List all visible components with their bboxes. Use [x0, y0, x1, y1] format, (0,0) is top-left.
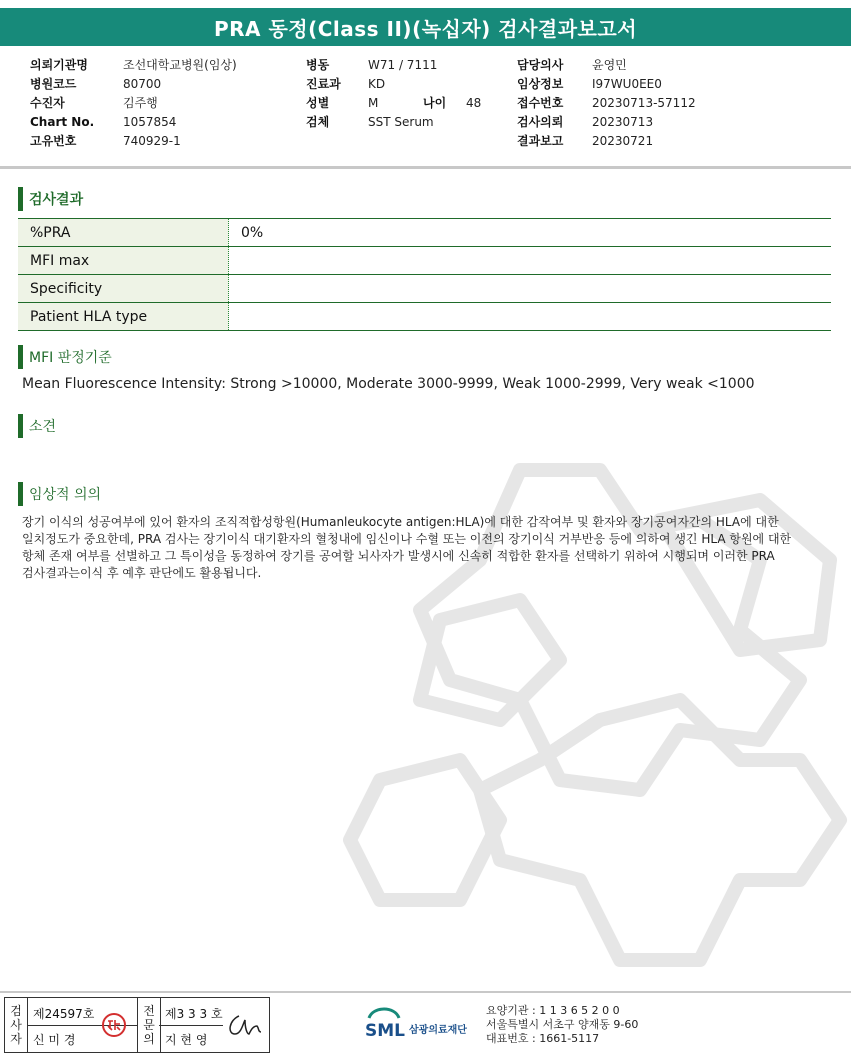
info-column-2 [306, 56, 506, 132]
section-title-opinion: 소견 [18, 414, 56, 438]
logo-subtext: 삼광의료재단 [409, 1025, 467, 1036]
result-value [229, 303, 832, 331]
specialist-label [137, 998, 161, 1052]
footer-line: 대표번호 : 1661-5117 [486, 1032, 600, 1045]
info-label: 병동 [306, 58, 330, 72]
info-value: 20230721 [592, 134, 654, 148]
text-line: 검사결과는이식 후 예후 판단에도 활용됩니다. [22, 566, 262, 580]
info-value: 1057854 [123, 115, 177, 129]
info-value: 20230713-57112 [592, 96, 696, 110]
tester-label-text: 검사자 [10, 1004, 22, 1046]
header-divider [0, 166, 851, 169]
info-row [517, 56, 717, 75]
table-row [18, 219, 831, 247]
info-label: 수진자 [30, 96, 65, 110]
info-value: I97WU0EE0 [592, 77, 662, 91]
info-row [30, 75, 280, 94]
info-row [306, 94, 506, 113]
info-value: KD [368, 77, 386, 91]
age-value: 48 [466, 96, 482, 110]
mfi-criteria-text: Mean Fluorescence Intensity: Strong >10000, Moderate 3000-9999, Weak 1000-2999, Very weak <1000 [22, 376, 755, 392]
logo-text: SML [365, 1021, 405, 1041]
info-column-1 [30, 56, 280, 151]
table-row [18, 275, 831, 303]
result-value [229, 247, 832, 275]
info-label: Chart No. [30, 115, 95, 129]
info-label: 검사의뢰 [517, 115, 564, 129]
signature-icon [225, 1010, 265, 1040]
info-row [306, 113, 506, 132]
info-row [306, 56, 506, 75]
info-label: 의뢰기관명 [30, 58, 88, 72]
table-row [18, 303, 831, 331]
cell-divider [159, 1025, 223, 1026]
info-row [517, 75, 717, 94]
table-row [18, 247, 831, 275]
info-label: 병원코드 [30, 77, 77, 91]
clinical-significance-text [22, 514, 822, 582]
info-row [517, 113, 717, 132]
info-value: 김주행 [123, 96, 158, 110]
result-key: MFI max [18, 247, 229, 275]
footer-divider [0, 991, 851, 993]
info-value: 윤영민 [592, 58, 627, 72]
info-label: 진료과 [306, 77, 341, 91]
info-value: 740929-1 [123, 134, 181, 148]
info-row [306, 75, 506, 94]
info-row [30, 113, 280, 132]
result-value: 0% [229, 219, 832, 247]
tester-license: 제24597호 [33, 1007, 95, 1021]
results-table [18, 218, 831, 331]
footer-line: 서울특별시 서초구 양재동 9-60 [486, 1018, 639, 1031]
info-column-3 [517, 56, 717, 151]
info-value: 조선대학교병원(임상) [123, 58, 237, 72]
info-label: 결과보고 [517, 134, 564, 148]
info-label: 검체 [306, 115, 330, 129]
info-row [30, 94, 280, 113]
info-value: 20230713 [592, 115, 654, 129]
text-line: 항체 존재 여부를 선별하고 그 특이성을 동정하여 장기를 공여할 뇌사자가 발생시에 신속히 적합한 환자를 선택하기 위하여 시행되며 이러한 PRA [22, 549, 775, 563]
seal-stamp-icon [101, 1012, 127, 1038]
section-title-clinical: 임상적 의의 [18, 482, 101, 506]
specialist-name: 지 현 영 [165, 1033, 208, 1047]
info-row [517, 94, 717, 113]
info-value: SST Serum [368, 115, 434, 129]
age-label: 나이 [423, 96, 447, 110]
result-key: Specificity [18, 275, 229, 303]
result-value [229, 275, 832, 303]
info-label: 접수번호 [517, 96, 564, 110]
info-label: 성별 [306, 96, 330, 110]
specialist-label-text: 전문의 [143, 1004, 155, 1046]
info-label: 임상정보 [517, 77, 564, 91]
result-key: Patient HLA type [18, 303, 229, 331]
signature-box [4, 997, 270, 1053]
specialist-license: 제3 3 3 호 [165, 1007, 223, 1021]
info-row [517, 132, 717, 151]
tester-label [5, 998, 28, 1052]
text-line: 장기 이식의 성공여부에 있어 환자의 조직적합성항원(Humanleukocyte antigen:HLA)에 대한 감작여부 및 환자와 장기공여자간의 HLA에 대한 [22, 515, 779, 529]
result-key: %PRA [18, 219, 229, 247]
info-value: M [368, 96, 379, 110]
info-row [30, 132, 280, 151]
sml-logo-icon [365, 1004, 480, 1044]
report-title: PRA 동정(Class II)(녹십자) 검사결과보고서 [0, 8, 851, 46]
footer-info [486, 1004, 638, 1046]
section-title-mfi: MFI 판정기준 [18, 345, 112, 369]
info-value: W71 / 7111 [368, 58, 438, 72]
text-line: 일치정도가 중요한데, PRA 검사는 장기이식 대기환자의 혈청내에 임신이나 수혈 또는 이전의 장기이식 거부반응 등에 의하여 생긴 HLA 항원에 대한 [22, 532, 792, 546]
info-row [30, 56, 280, 75]
footer-line: 요양기관 : 1 1 3 6 5 2 0 0 [486, 1004, 620, 1017]
info-label: 담당의사 [517, 58, 564, 72]
info-label: 고유번호 [30, 134, 77, 148]
info-value: 80700 [123, 77, 162, 91]
section-title-results: 검사결과 [18, 187, 83, 211]
tester-name: 신 미 경 [33, 1033, 76, 1047]
